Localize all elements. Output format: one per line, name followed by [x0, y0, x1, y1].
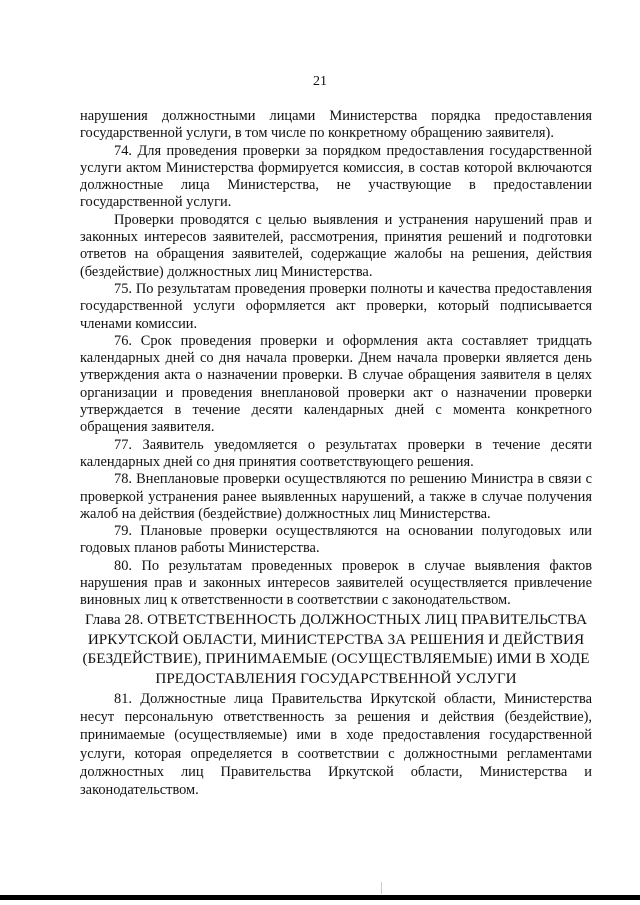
body-text-top	[80, 108, 592, 610]
chapter-heading-line: (БЕЗДЕЙСТВИЕ), ПРИНИМАЕМЫЕ (ОСУЩЕСТВЛЯЕМЫЕ) ИМИ В ХОДЕ	[82, 650, 590, 667]
paragraph-76: 76. Срок проведения проверки и оформления акта составляет тридцать календарных дней со дня начала проверки. Днем начала проверки является день утверждения акта о назначении проверки. В случае обращения заявителя в целях организации и проведения внеплановой проверки акт о назначении проверки утверждается в течение десяти календарных дней с момента конкретного обращения заявителя.	[80, 332, 592, 436]
chapter-heading-line: ПРЕДОСТАВЛЕНИЯ ГОСУДАРСТВЕННОЙ УСЛУГИ	[155, 669, 517, 687]
paragraph-81: 81. Должностные лица Правительства Иркутской области, Министерства несут персональную ответственность за решения и действия (бездействие), принимаемые (осуществляемые) ими в ходе предоставления государственной услуги, которая определяется в соответствии с должностными регламентами должностных лиц Правительства Иркутской области, Министерства и законодательством.	[80, 691, 592, 799]
scan-artifact	[381, 882, 382, 894]
paragraph-74: 74. Для проведения проверки за порядком предоставления государственной услуги актом Министерства формируется комиссия, в состав которой включаются должностные лица Министерства, не участвующие в предоставлении государственной услуги.	[80, 142, 592, 211]
paragraph-79: 79. Плановые проверки осуществляются на основании полугодовых или годовых планов работы Министерства.	[80, 523, 592, 557]
page-number: 21	[313, 74, 327, 89]
paragraph-75: 75. По результатам проведения проверки полноты и качества предоставления государственной услуги оформляется акт проверки, который подписывается членами комиссии.	[80, 280, 592, 332]
scan-bottom-edge	[0, 895, 640, 900]
chapter-heading-line: Глава 28. ОТВЕТСТВЕННОСТЬ ДОЛЖНОСТНЫХ ЛИЦ ПРАВИТЕЛЬСТВА	[84, 611, 588, 628]
paragraph-continuation: нарушения должностными лицами Министерства порядка предоставления государственной услуги, в том числе по конкретному обращению заявителя).	[80, 108, 592, 142]
chapter-heading-line: ИРКУТСКОЙ ОБЛАСТИ, МИНИСТЕРСТВА ЗА РЕШЕНИЯ И ДЕЙСТВИЯ	[87, 630, 585, 648]
paragraph-78: 78. Внеплановые проверки осуществляются по решению Министра в связи с проверкой устранения ранее выявленных нарушений, а также в случае получения жалоб на действия (бездействие) должностных лиц Министерства.	[80, 471, 592, 522]
body-text-bottom	[80, 690, 592, 799]
paragraph-80: 80. По результатам проведенных проверок в случае выявления фактов нарушения прав и законных интересов заявителей осуществляется привлечение виновных лиц к ответственности в соответствии с законодательством.	[80, 557, 592, 609]
paragraph-77: 77. Заявитель уведомляется о результатах проверки в течение десяти календарных дней со дня принятия соответствующего решения.	[80, 436, 592, 470]
chapter-heading	[80, 610, 592, 688]
paragraph-checks-purpose: Проверки проводятся с целью выявления и устранения нарушений прав и законных интересов заявителей, рассмотрения, принятия решений и подготовки ответов на обращения заявителей, содержащие жалобы на решения, действия (бездействие) должностных лиц Министерства.	[80, 211, 592, 280]
